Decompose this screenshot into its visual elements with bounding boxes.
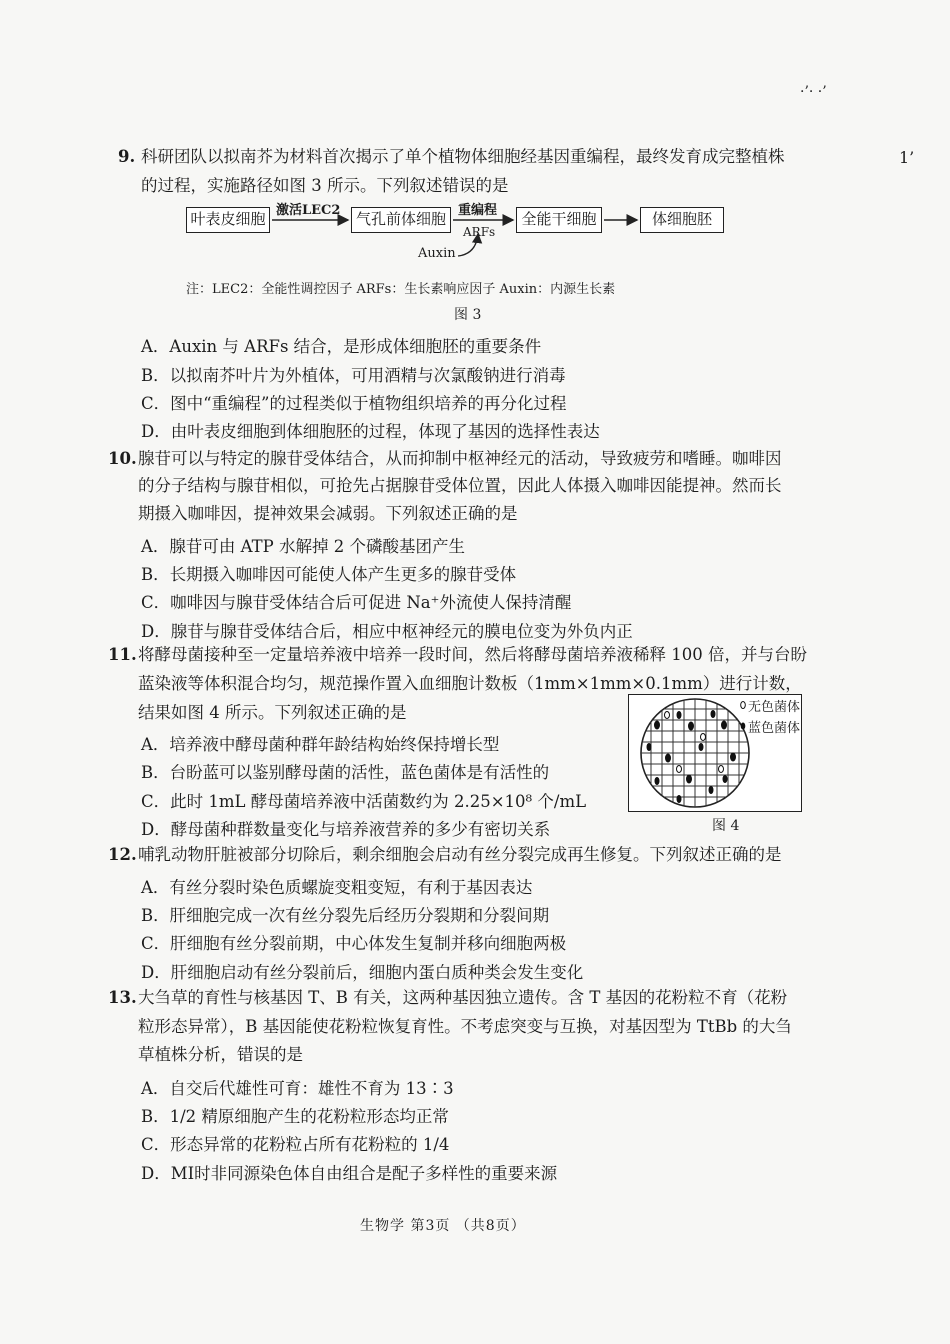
q13-stem-line2: 粒形态异常），B 基因能使花粉粒恢复育性。不考虑突变与互换，对基因型为 TtBb 的大刍 xyxy=(138,1017,792,1036)
q11-stem-line3: 结果如图 4 所示。下列叙述正确的是 xyxy=(138,703,407,722)
flow-box-totipotent-stem: 全能干细胞 xyxy=(516,207,602,233)
q12-option-a: A．有丝分裂时染色质螺旋变粗变短，有利于基因表达 xyxy=(141,878,533,897)
figure3-caption: 图 3 xyxy=(454,307,482,323)
q9-stem-line1: 科研团队以拟南芥为材料首次揭示了单个植物体细胞经基因重编程，最终发育成完整植株 xyxy=(141,147,785,166)
figure3-note: 注：LEC2：全能性调控因子 ARFs：生长素响应因子 Auxin：内源生长素 xyxy=(186,282,616,297)
q13-option-b: B．1/2 精原细胞产生的花粉粒形态均正常 xyxy=(141,1107,449,1126)
q9-option-c: C．图中“重编程”的过程类似于植物组织培养的再分化过程 xyxy=(141,394,567,413)
q10-number: 10. xyxy=(108,449,137,468)
auxin-label: Auxin xyxy=(418,246,456,261)
q13-option-d: D．MⅠ时非同源染色体自由组合是配子多样性的重要来源 xyxy=(141,1164,558,1183)
q12-option-b: B．肝细胞完成一次有丝分裂先后经历分裂期和分裂间期 xyxy=(141,906,550,925)
q13-option-c: C．形态异常的花粉粒占所有花粉粒的 1/4 xyxy=(141,1135,450,1154)
flow-box-stomatal-precursor: 气孔前体细胞 xyxy=(351,207,451,233)
q11-number: 11. xyxy=(108,645,137,664)
auxin-curve-arrow xyxy=(458,234,478,256)
q12-option-d: D．肝细胞启动有丝分裂前后，细胞内蛋白质种类会发生变化 xyxy=(141,963,584,982)
q12-option-c: C．肝细胞有丝分裂前期，中心体发生复制并移向细胞两极 xyxy=(141,934,567,953)
q11-stem-line1: 将酵母菌接种至一定量培养液中培养一段时间，然后将酵母菌培养液稀释 100 倍，并与台盼 xyxy=(138,645,807,664)
q13-stem-line3: 草植株分析，错误的是 xyxy=(138,1045,303,1064)
flow-arrows xyxy=(0,0,950,280)
arrow2-label-bottom: ARFs xyxy=(463,225,496,239)
q11-option-d: D．酵母菌种群数量变化与培养液营养的多少有密切关系 xyxy=(141,820,551,839)
q10-option-d: D．腺苷与腺苷受体结合后，相应中枢神经元的膜电位变为外负内正 xyxy=(141,622,633,641)
q11-option-a: A．培养液中酵母菌种群年龄结构始终保持增长型 xyxy=(141,735,500,754)
q13-stem-line1: 大刍草的育性与核基因 T、B 有关，这两种基因独立遗传。含 T 基因的花粉粒不育（花粉 xyxy=(138,988,788,1007)
q11-option-c: C．此时 1mL 酵母菌培养液中活菌数约为 2.25×10⁸ 个/mL xyxy=(141,792,587,811)
q11-stem-line2: 蓝染液等体积混合均匀，规范操作置入血细胞计数板（1mm×1mm×0.1mm）进行计数， xyxy=(138,674,802,693)
q9-option-b: B．以拟南芥叶片为外植体，可用酒精与次氯酸钠进行消毒 xyxy=(141,366,566,385)
legend-blue-cells: 蓝色菌体 xyxy=(748,721,801,736)
arrow1-label: 激活LEC2 xyxy=(276,203,341,218)
q10-option-c: C．咖啡因与腺苷受体结合后可促进 Na⁺外流使人保持清醒 xyxy=(141,593,572,612)
q12-number: 12. xyxy=(108,845,137,864)
corner-marks: ·’· ·’ xyxy=(800,84,827,100)
arrow2-label-top: 重编程 xyxy=(458,203,498,218)
q10-stem-line3: 期摄入咖啡因，提神效果会减弱。下列叙述正确的是 xyxy=(138,504,518,523)
q9-option-a: A．Auxin 与 ARFs 结合，是形成体细胞胚的重要条件 xyxy=(141,337,542,356)
side-mark: 1’ xyxy=(899,148,915,167)
q9-option-d: D．由叶表皮细胞到体细胞胚的过程，体现了基因的选择性表达 xyxy=(141,422,600,441)
q10-stem-line2: 的分子结构与腺苷相似，可抢先占据腺苷受体位置，因此人体摄入咖啡因能提神。然而长 xyxy=(138,476,782,495)
q9-number: 9. xyxy=(118,147,136,166)
legend-colorless-cells: 无色菌体 xyxy=(748,700,801,715)
flow-box-leaf-epidermal: 叶表皮细胞 xyxy=(186,207,270,233)
q9-stem-line2: 的过程，实施路径如图 3 所示。下列叙述错误的是 xyxy=(141,176,509,195)
figure4 xyxy=(628,694,802,812)
q10-stem-line1: 腺苷可以与特定的腺苷受体结合，从而抑制中枢神经元的活动，导致疲劳和嗜睡。咖啡因 xyxy=(138,449,782,468)
q13-number: 13. xyxy=(108,988,137,1007)
page-footer: 生物学 第3页 （共8页） xyxy=(360,1218,526,1234)
q12-stem-line1: 哺乳动物肝脏被部分切除后，剩余细胞会启动有丝分裂完成再生修复。下列叙述正确的是 xyxy=(138,845,782,864)
q13-option-a: A．自交后代雄性可育：雄性不育为 13∶3 xyxy=(141,1079,454,1098)
figure4-caption: 图 4 xyxy=(712,818,740,834)
q11-option-b: B．台盼蓝可以鉴别酵母菌的活性，蓝色菌体是有活性的 xyxy=(141,763,550,782)
q10-option-b: B．长期摄入咖啡因可能使人体产生更多的腺苷受体 xyxy=(141,565,517,584)
q10-option-a: A．腺苷可由 ATP 水解掉 2 个磷酸基团产生 xyxy=(141,537,466,556)
flow-box-somatic-embryo: 体细胞胚 xyxy=(640,207,724,233)
